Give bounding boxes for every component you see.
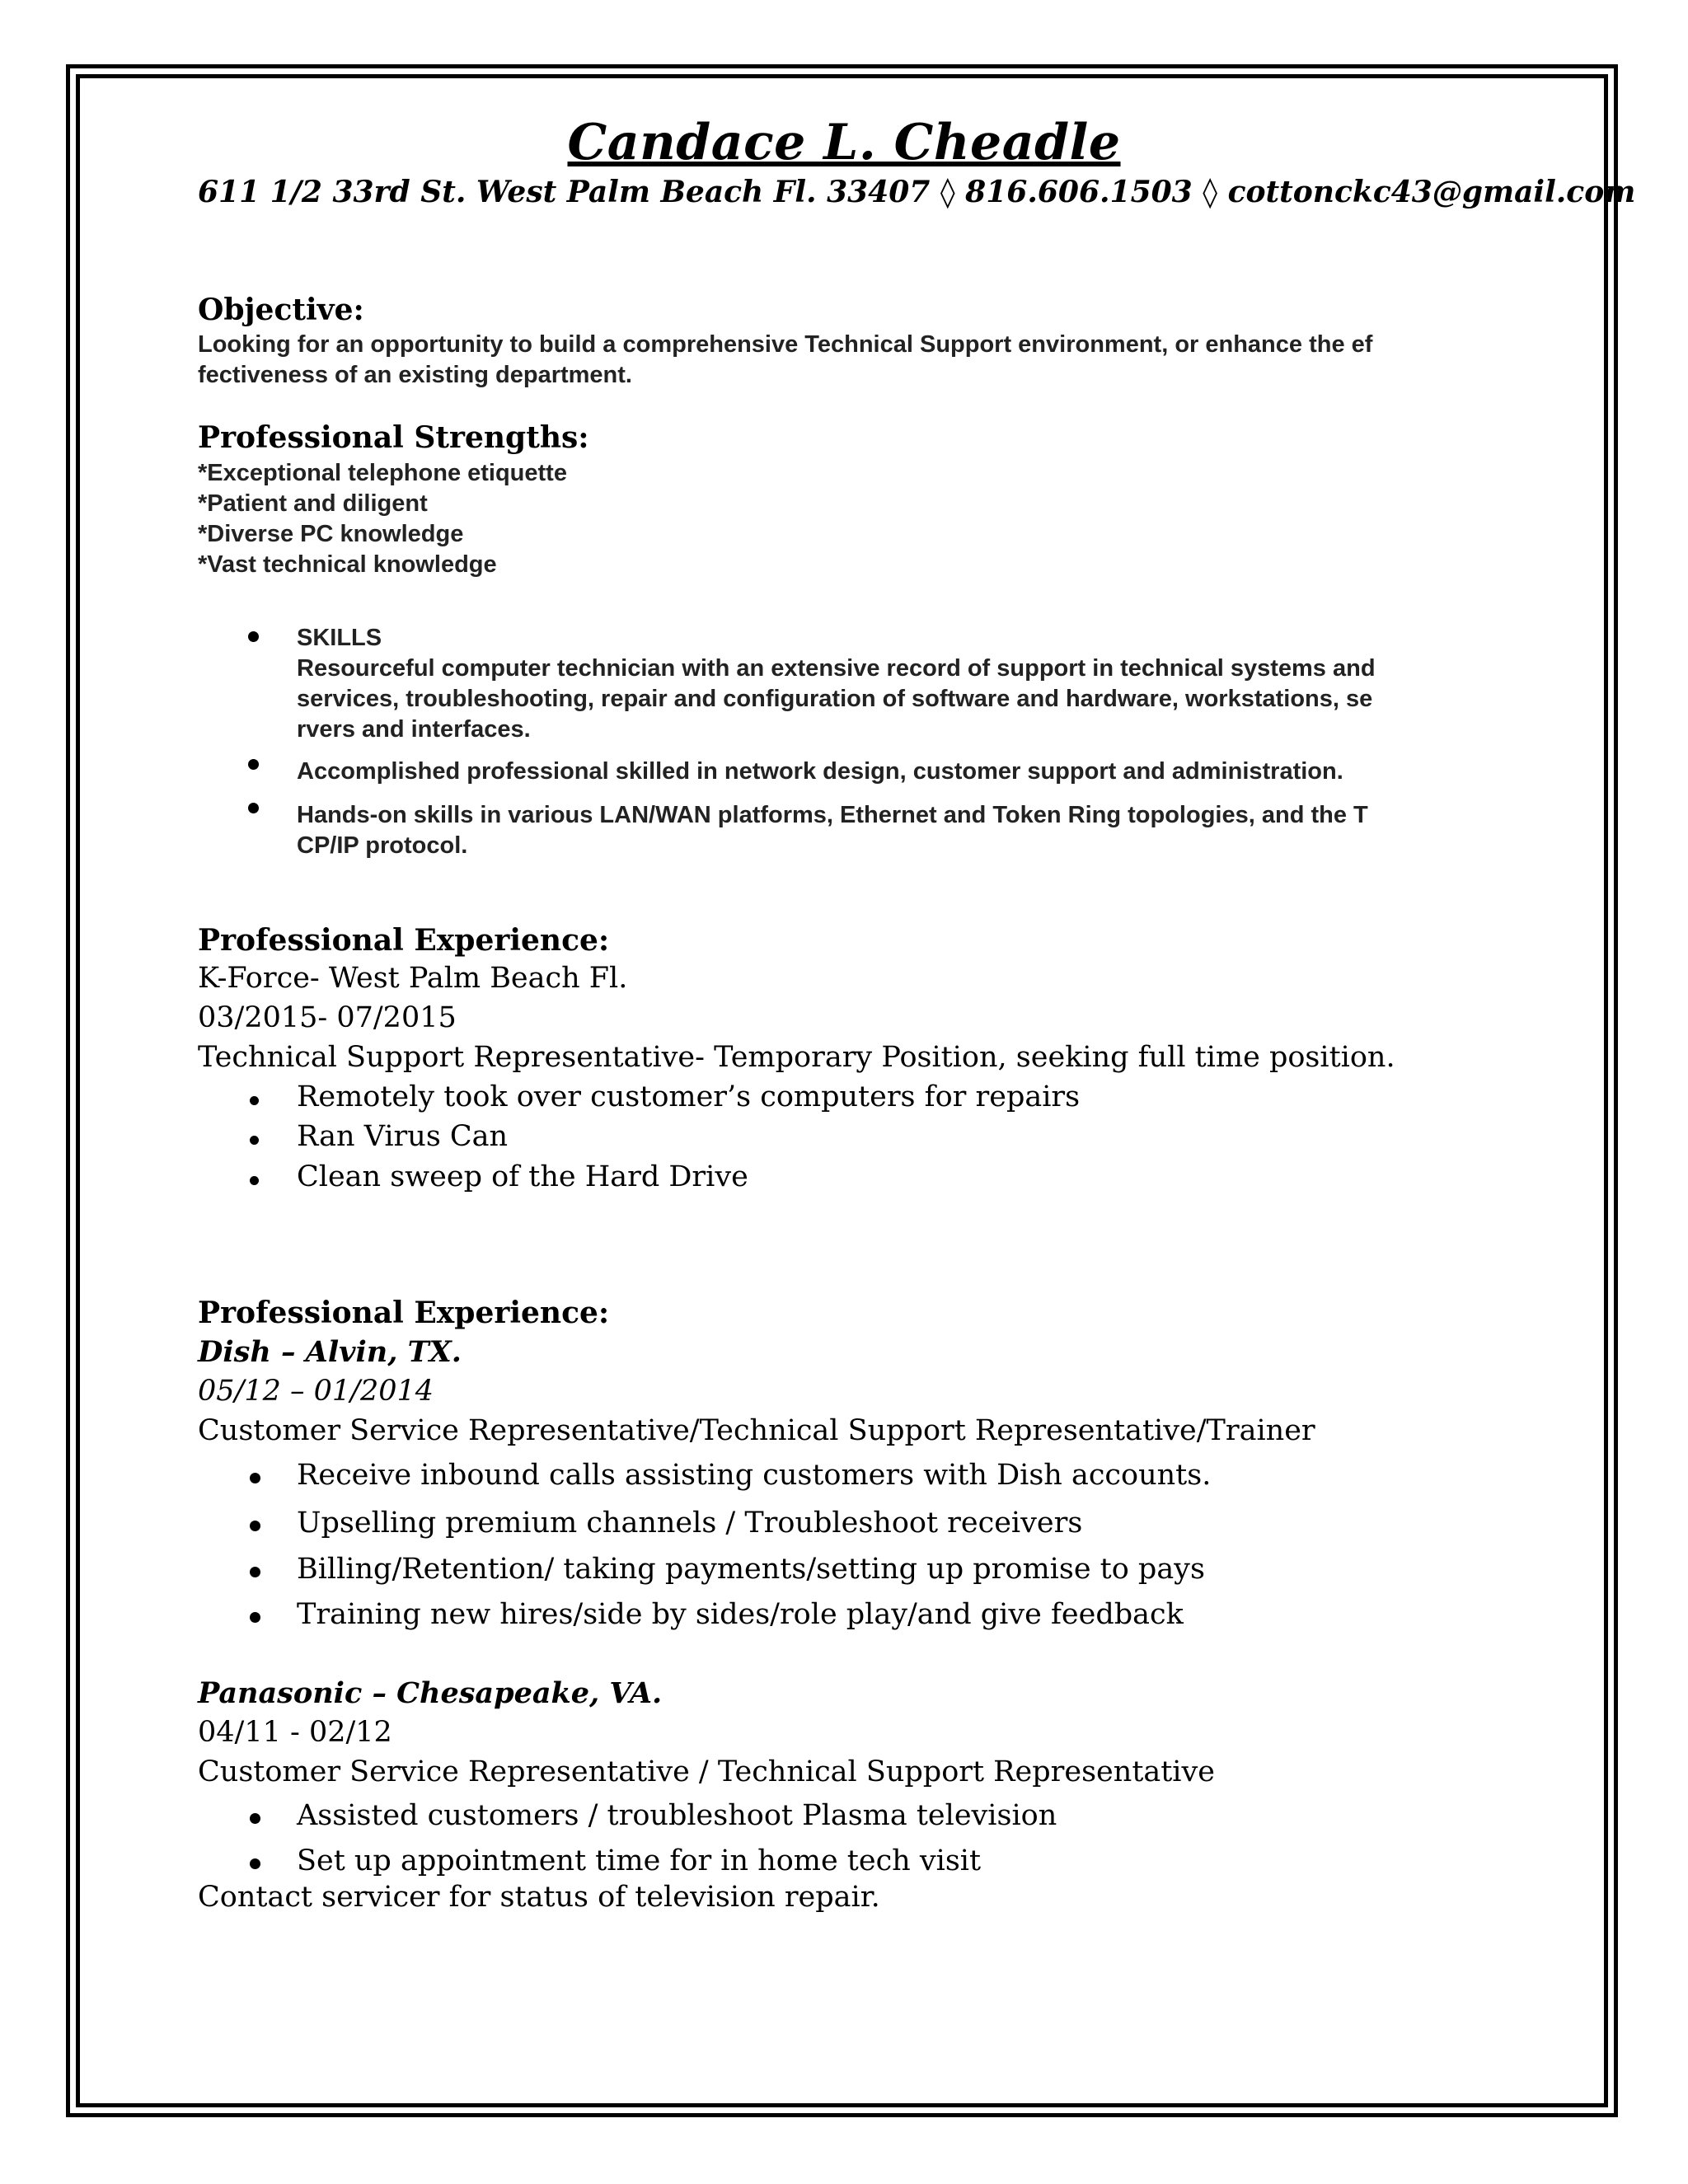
experience-company: Panasonic – Chesapeake, VA.: [198, 1676, 663, 1710]
skills-line: services, troubleshooting, repair and configuration of software and hardware, workstations, se: [297, 686, 1373, 712]
bullet-dot: [250, 1473, 260, 1483]
experience-dates: 04/11 - 02/12: [198, 1716, 392, 1749]
experience-note: Contact servicer for status of television repair.: [198, 1881, 880, 1914]
strength-item: *Vast technical knowledge: [198, 551, 497, 578]
experience-bullet: Set up appointment time for in home tech visit: [297, 1844, 982, 1877]
experience-company: Dish – Alvin, TX.: [198, 1335, 462, 1369]
skills-line: Resourceful computer technician with an extensive record of support in technical systems and: [297, 655, 1376, 682]
bullet-dot: [250, 1858, 260, 1869]
strength-item: *Exceptional telephone etiquette: [198, 460, 567, 486]
experience-heading: Professional Experience:: [198, 923, 610, 958]
experience-bullet: Receive inbound calls assisting customers with Dish accounts.: [297, 1459, 1212, 1492]
experience-bullet: Assisted customers / troubleshoot Plasma television: [297, 1799, 1057, 1832]
bullet-dot: [248, 803, 259, 813]
bullet-dot: [250, 1136, 259, 1145]
objective-line: Looking for an opportunity to build a comprehensive Technical Support environment, or enhance the ef: [198, 331, 1373, 358]
experience-heading: Professional Experience:: [198, 1296, 610, 1330]
objective-heading: Objective:: [198, 293, 364, 327]
skills-block: [297, 623, 1376, 745]
contact-line: 611 1/2 33rd St. West Palm Beach Fl. 33407 ◊ 816.606.1503 ◊ cottonckc43@gmail.com: [198, 175, 1636, 209]
strength-item: *Diverse PC knowledge: [198, 521, 464, 547]
bullet-dot: [250, 1813, 260, 1824]
skills-line: Accomplished professional skilled in network design, customer support and administration.: [297, 758, 1343, 785]
experience-bullet: Upselling premium channels / Troubleshoot receivers: [297, 1507, 1083, 1540]
experience-bullet: Training new hires/side by sides/role play/and give feedback: [297, 1598, 1184, 1631]
bullet-dot: [250, 1521, 260, 1531]
skills-item: [297, 800, 1368, 861]
bullet-dot: [248, 631, 259, 642]
skills-line: rvers and interfaces.: [297, 716, 531, 743]
experience-bullet: Ran Virus Can: [297, 1120, 509, 1153]
skills-line: CP/IP protocol.: [297, 832, 468, 859]
strengths-list: [198, 458, 567, 580]
skills-item: [297, 757, 1343, 787]
experience-bullet: Clean sweep of the Hard Drive: [297, 1160, 748, 1193]
experience-role: Technical Support Representative- Temporary Position, seeking full time position.: [198, 1041, 1395, 1074]
candidate-name: Candace L. Cheadle: [567, 114, 1121, 171]
experience-dates: 03/2015- 07/2015: [198, 1001, 457, 1034]
experience-company: K-Force- West Palm Beach Fl.: [198, 962, 628, 995]
bullet-dot: [250, 1612, 260, 1623]
experience-bullet: Billing/Retention/ taking payments/setting up promise to pays: [297, 1553, 1205, 1586]
skills-title: SKILLS: [297, 625, 382, 651]
bullet-dot: [250, 1176, 259, 1185]
objective-line: fectiveness of an existing department.: [198, 362, 632, 388]
skills-line: Hands-on skills in various LAN/WAN platforms, Ethernet and Token Ring topologies, and the T: [297, 802, 1368, 828]
objective-text: [198, 330, 1372, 391]
strengths-heading: Professional Strengths:: [198, 420, 589, 455]
experience-role: Customer Service Representative / Technical Support Representative: [198, 1755, 1215, 1788]
experience-role: Customer Service Representative/Technical Support Representative/Trainer: [198, 1414, 1315, 1447]
experience-dates: 05/12 – 01/2014: [198, 1375, 434, 1408]
experience-bullet: Remotely took over customer’s computers for repairs: [297, 1080, 1081, 1113]
strength-item: *Patient and diligent: [198, 490, 428, 517]
bullet-dot: [250, 1096, 259, 1105]
bullet-dot: [248, 759, 259, 770]
bullet-dot: [250, 1567, 260, 1577]
